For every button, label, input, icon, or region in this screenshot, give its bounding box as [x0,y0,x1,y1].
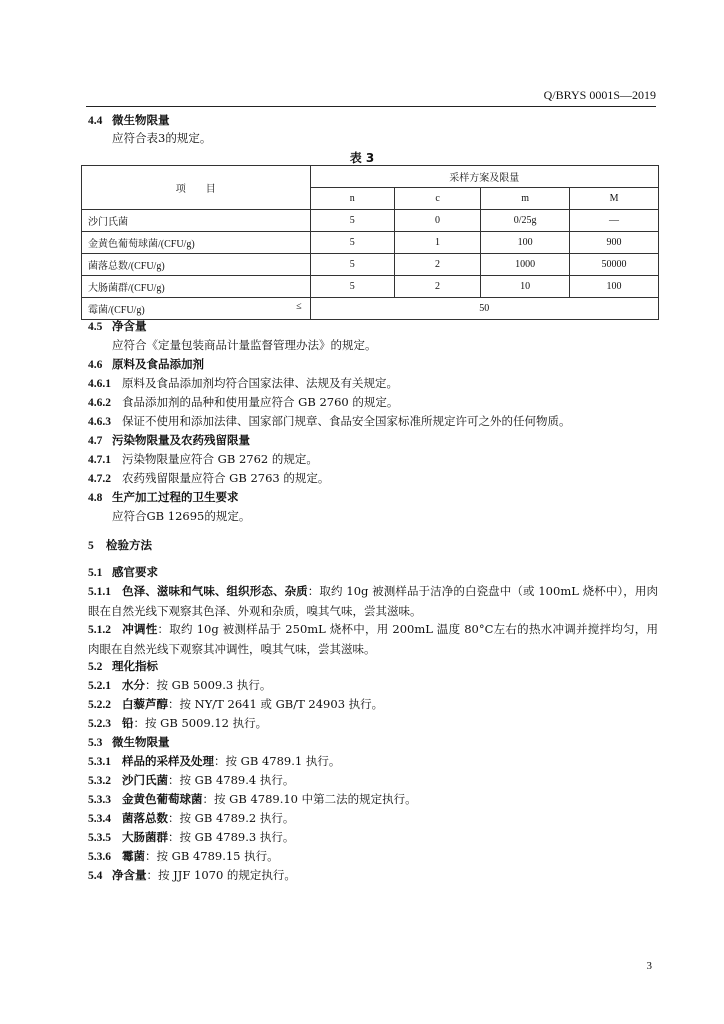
section-5-4-heading: 5.4 净含量：按 JJF 1070 的规定执行。 [88,868,296,882]
table-header-m: m [481,188,570,210]
clause-5-1-1: 5.1.1 色泽、滋味和气味、组织形态、杂质：取约 10g 被测样品于洁净的白瓷盘中（或 100mL 烧杯中），用肉眼在自然光线下观察其色泽、外观和杂质，嗅其气味，尝其滋味。 [88,584,658,618]
section-5-1-heading: 5.1 感官要求 [88,565,158,579]
clause-5-3-6: 5.3.6 霉菌：按 GB 4789.15 执行。 [88,849,279,863]
clause-5-3-2: 5.3.2 沙门氏菌：按 GB 4789.4 执行。 [88,773,295,787]
section-4-8-text: 应符合GB 12695的规定。 [112,509,251,523]
section-4-6-heading: 4.6 原料及食品添加剂 [88,357,204,371]
clause-4-6-2: 4.6.2 食品添加剂的品种和使用量应符合 GB 2760 的规定。 [88,395,399,409]
clause-5-1-2: 5.1.2 冲调性：取约 10g 被测样品于 250mL 烧杯中，用 200mL 温度 80°C左右的热水冲调并搅拌均匀，用肉眼在自然光线下观察其冲调性，嗅其气味，尝其滋味。 [88,622,659,656]
section-5-3-heading: 5.3 微生物限量 [88,735,170,749]
section-4-4-heading: 4.4 微生物限量 [88,113,170,127]
table-header-plan: 采样方案及限量 [310,166,658,188]
section-4-5-heading: 4.5 净含量 [88,319,147,333]
table-row: 菌落总数/(CFU/g) 5 2 1000 50000 [82,254,659,276]
section-4-4-text: 应符合表3的规定。 [112,131,212,145]
clause-4-6-1: 4.6.1 原料及食品添加剂均符合国家法律、法规及有关规定。 [88,376,398,390]
section-4-8-heading: 4.8 生产加工过程的卫生要求 [88,490,239,504]
clause-5-3-1: 5.3.1 样品的采样及处理：按 GB 4789.1 执行。 [88,754,341,768]
table-header-M: M [570,188,659,210]
table-header-n: n [310,188,394,210]
clause-4-7-1: 4.7.1 污染物限量应符合 GB 2762 的规定。 [88,452,318,466]
less-equal-sign: ≤ [296,301,302,312]
clause-5-3-3: 5.3.3 金黄色葡萄球菌：按 GB 4789.10 中第二法的规定执行。 [88,792,417,806]
section-5-2-heading: 5.2 理化指标 [88,659,158,673]
header-rule [86,106,656,107]
clause-4-7-2: 4.7.2 农药残留限量应符合 GB 2763 的规定。 [88,471,330,485]
clause-5-2-2: 5.2.2 白藜芦醇：按 NY/T 2641 或 GB/T 24903 执行。 [88,697,384,711]
clause-5-3-4: 5.3.4 菌落总数：按 GB 4789.2 执行。 [88,811,295,825]
section-4-7-heading: 4.7 污染物限量及农药残留限量 [88,433,250,447]
table-row: 金黄色葡萄球菌/(CFU/g) 5 1 100 900 [82,232,659,254]
section-5-heading: 5 检验方法 [88,538,152,552]
table-row-mold [82,298,659,320]
table-row: 沙门氏菌 5 0 0/25g — [82,210,659,232]
table-header-c: c [394,188,480,210]
table-3 [81,165,659,320]
table-row: 大肠菌群/(CFU/g) 5 2 10 100 [82,276,659,298]
clause-5-2-3: 5.2.3 铅：按 GB 5009.12 执行。 [88,716,268,730]
clause-5-2-1: 5.2.1 水分：按 GB 5009.3 执行。 [88,678,272,692]
page-number: 3 [646,960,652,972]
table-header-item: 项 目 [82,166,311,210]
table-3-caption: 表 3 [349,151,375,165]
mold-item-label: 霉菌/(CFU/g) [88,305,145,316]
document-code: Q/BRYS 0001S—2019 [543,88,656,102]
clause-5-3-5: 5.3.5 大肠菌群：按 GB 4789.3 执行。 [88,830,295,844]
mold-value: 50 [310,298,658,320]
clause-4-6-3: 4.6.3 保证不使用和添加法律、国家部门规章、食品安全国家标准所规定许可之外的任何物质。 [88,414,571,428]
section-4-5-text: 应符合《定量包装商品计量监督管理办法》的规定。 [112,338,377,352]
